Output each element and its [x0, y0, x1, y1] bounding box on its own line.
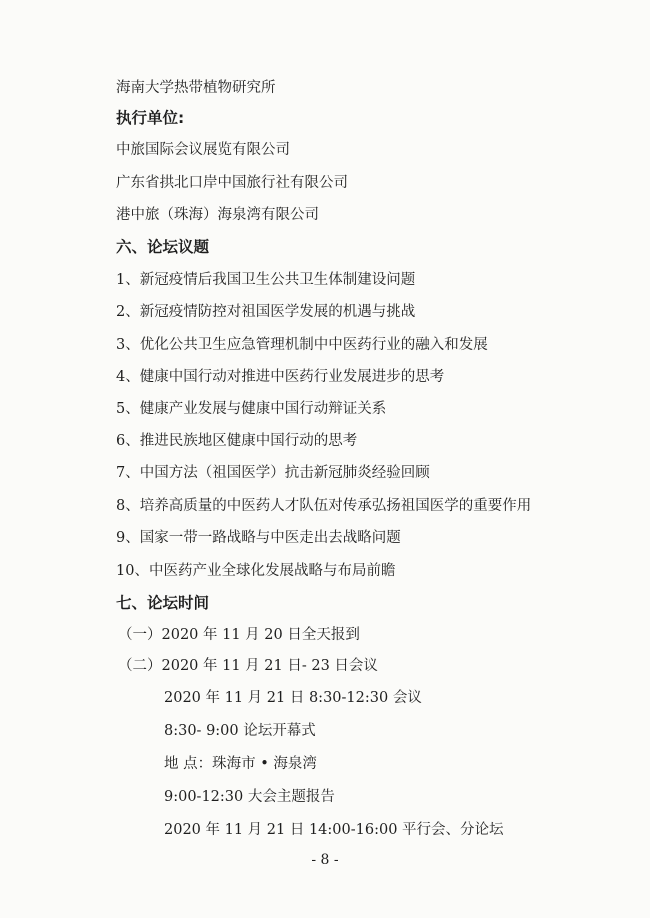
- executor-item: 广东省拱北口岸中国旅行社有限公司: [116, 175, 348, 191]
- schedule-subitem: 2020 年 11 月 21 日 8:30-12:30 会议: [164, 690, 422, 706]
- topic-item: 5、健康产业发展与健康中国行动辩证关系: [116, 401, 387, 417]
- topic-item: 3、优化公共卫生应急管理机制中中医药行业的融入和发展: [116, 337, 488, 353]
- schedule-item: （一）2020 年 11 月 20 日全天报到: [118, 627, 360, 643]
- executor-item: 中旅国际会议展览有限公司: [116, 142, 290, 158]
- topic-item: 4、健康中国行动对推进中医药行业发展进步的思考: [116, 369, 445, 385]
- topic-item: 9、国家一带一路战略与中医走出去战略问题: [116, 530, 401, 546]
- topic-item: 7、中国方法（祖国医学）抗击新冠肺炎经验回顾: [116, 465, 430, 481]
- page-number: - 8 -: [311, 852, 339, 868]
- schedule-item: （二）2020 年 11 月 21 日- 23 日会议: [118, 658, 378, 674]
- schedule-heading: 七、论坛时间: [116, 594, 210, 612]
- executor-heading: 执行单位:: [116, 109, 185, 127]
- topic-item: 2、新冠疫情防控对祖国医学发展的机遇与挑战: [116, 304, 416, 320]
- schedule-subitem: 8:30- 9:00 论坛开幕式: [164, 723, 316, 739]
- top-line: 海南大学热带植物研究所: [116, 80, 276, 96]
- topic-item: 8、培养高质量的中医药人才队伍对传承弘扬祖国医学的重要作用: [116, 498, 532, 514]
- schedule-subitem: 2020 年 11 月 21 日 14:00-16:00 平行会、分论坛: [164, 822, 504, 838]
- topics-heading: 六、论坛议题: [116, 238, 210, 256]
- schedule-subitem: 9:00-12:30 大会主题报告: [164, 789, 335, 805]
- executor-item: 港中旅（珠海）海泉湾有限公司: [116, 207, 319, 223]
- schedule-subitem: 地 点：珠海市 • 海泉湾: [164, 756, 317, 772]
- topic-item: 10、中医药产业全球化发展战略与布局前瞻: [116, 563, 396, 579]
- topic-item: 1、新冠疫情后我国卫生公共卫生体制建设问题: [116, 272, 416, 288]
- topic-item: 6、推进民族地区健康中国行动的思考: [116, 433, 358, 449]
